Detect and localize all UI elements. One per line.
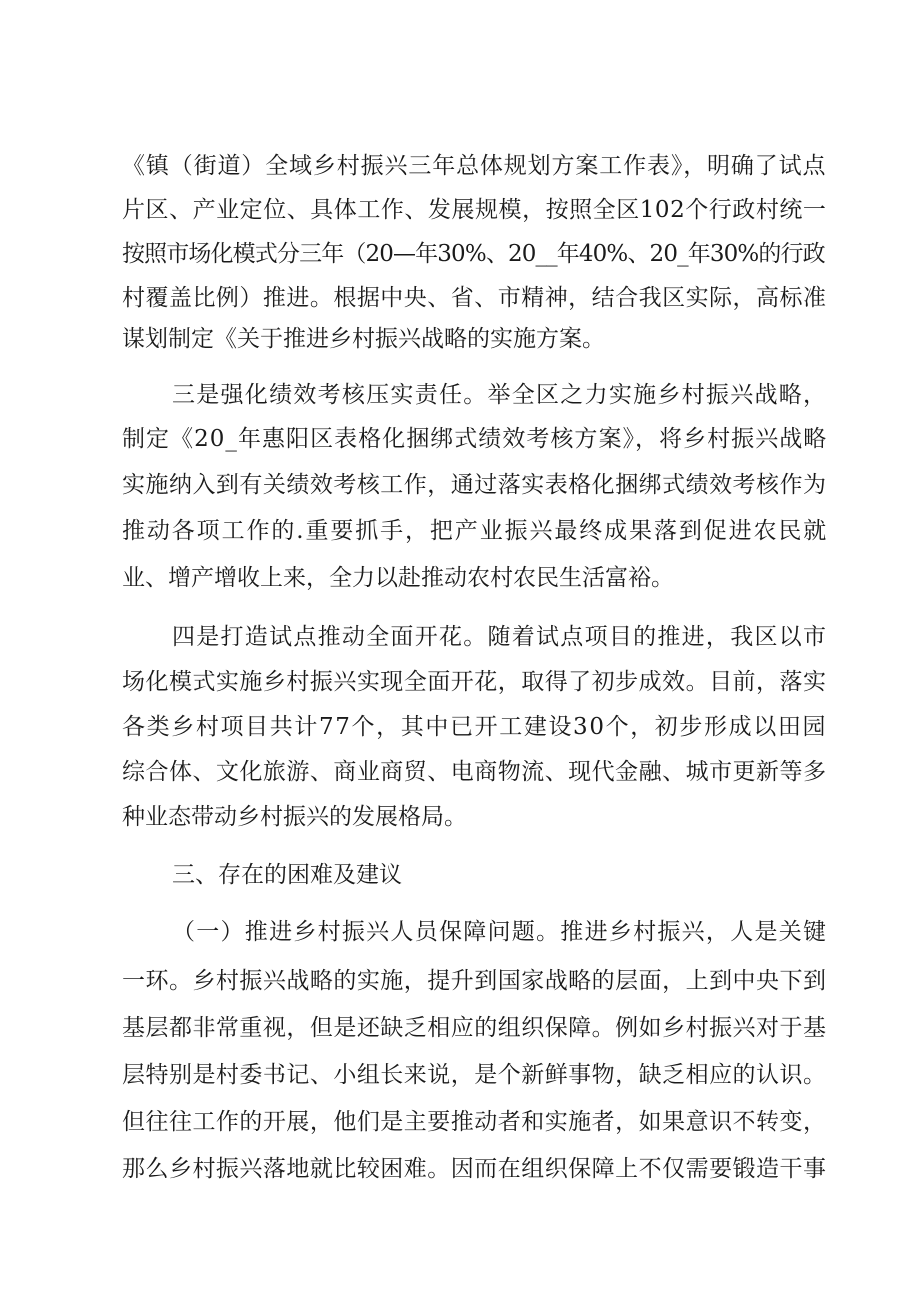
text-line: 按照市场化模式分三年（20—年30%、20__年40%、20_年30%的行政 bbox=[122, 241, 825, 267]
text-line: 综合体、文化旅游、商业商贸、电商物流、现代金融、城市更新等多 bbox=[122, 759, 827, 785]
text-line: 各类乡村项目共计77个，其中已开工建设30个，初步形成以田园 bbox=[122, 714, 828, 740]
text-line: 村覆盖比例）推进。根据中央、省、市精神，结合我区实际，高标准 bbox=[122, 285, 827, 311]
text-line: 片区、产业定位、具体工作、发展规模，按照全区102个行政村统一 bbox=[122, 197, 827, 223]
text-line: 谋划制定《关于推进乡村振兴战略的实施方案。 bbox=[122, 326, 605, 352]
text-line: 业、增产增收上来，全力以赴推动农村农民生活富裕。 bbox=[122, 565, 674, 591]
paragraph-first-line: 三是强化绩效考核压实责任。举全区之力实施乡村振兴战略， bbox=[172, 382, 828, 408]
text-line: 《镇（街道）全域乡村振兴三年总体规划方案工作表》，明确了试点 bbox=[122, 153, 827, 179]
paragraph-first-line: 四是打造试点推动全面开花。随着试点项目的推进，我区以市 bbox=[172, 624, 828, 650]
text-line: 制定《20_年惠阳区表格化捆绑式绩效考核方案》，将乡村振兴战略 bbox=[122, 426, 828, 452]
text-line: 但往往工作的开展，他们是主要推动者和实施者，如果意识不转变， bbox=[122, 1109, 827, 1135]
text-line: 实施纳入到有关绩效考核工作，通过落实表格化捆绑式绩效考核作为 bbox=[122, 472, 827, 498]
section-heading: 三、存在的困难及建议 bbox=[172, 862, 402, 888]
text-line: 推动各项工作的.重要抓手，把产业振兴最终成果落到促进农民就 bbox=[122, 518, 829, 544]
text-line: 一环。乡村振兴战略的实施，提升到国家战略的层面，上到中央下到 bbox=[122, 968, 827, 994]
text-line: 场化模式实施乡村振兴实现全面开花，取得了初步成效。目前，落实 bbox=[122, 669, 827, 695]
text-line: 层特别是村委书记、小组长来说，是个新鲜事物，缺乏相应的认识。 bbox=[122, 1062, 827, 1088]
text-line: 种业态带动乡村振兴的发展格局。 bbox=[122, 804, 467, 830]
text-line: 那么乡村振兴落地就比较困难。因而在组织保障上不仅需要锻造干事 bbox=[122, 1156, 827, 1182]
paragraph-first-line: （一）推进乡村振兴人员保障问题。推进乡村振兴，人是关键 bbox=[172, 919, 828, 945]
text-line: 基层都非常重视，但是还缺乏相应的组织保障。例如乡村振兴对于基 bbox=[122, 1015, 827, 1041]
